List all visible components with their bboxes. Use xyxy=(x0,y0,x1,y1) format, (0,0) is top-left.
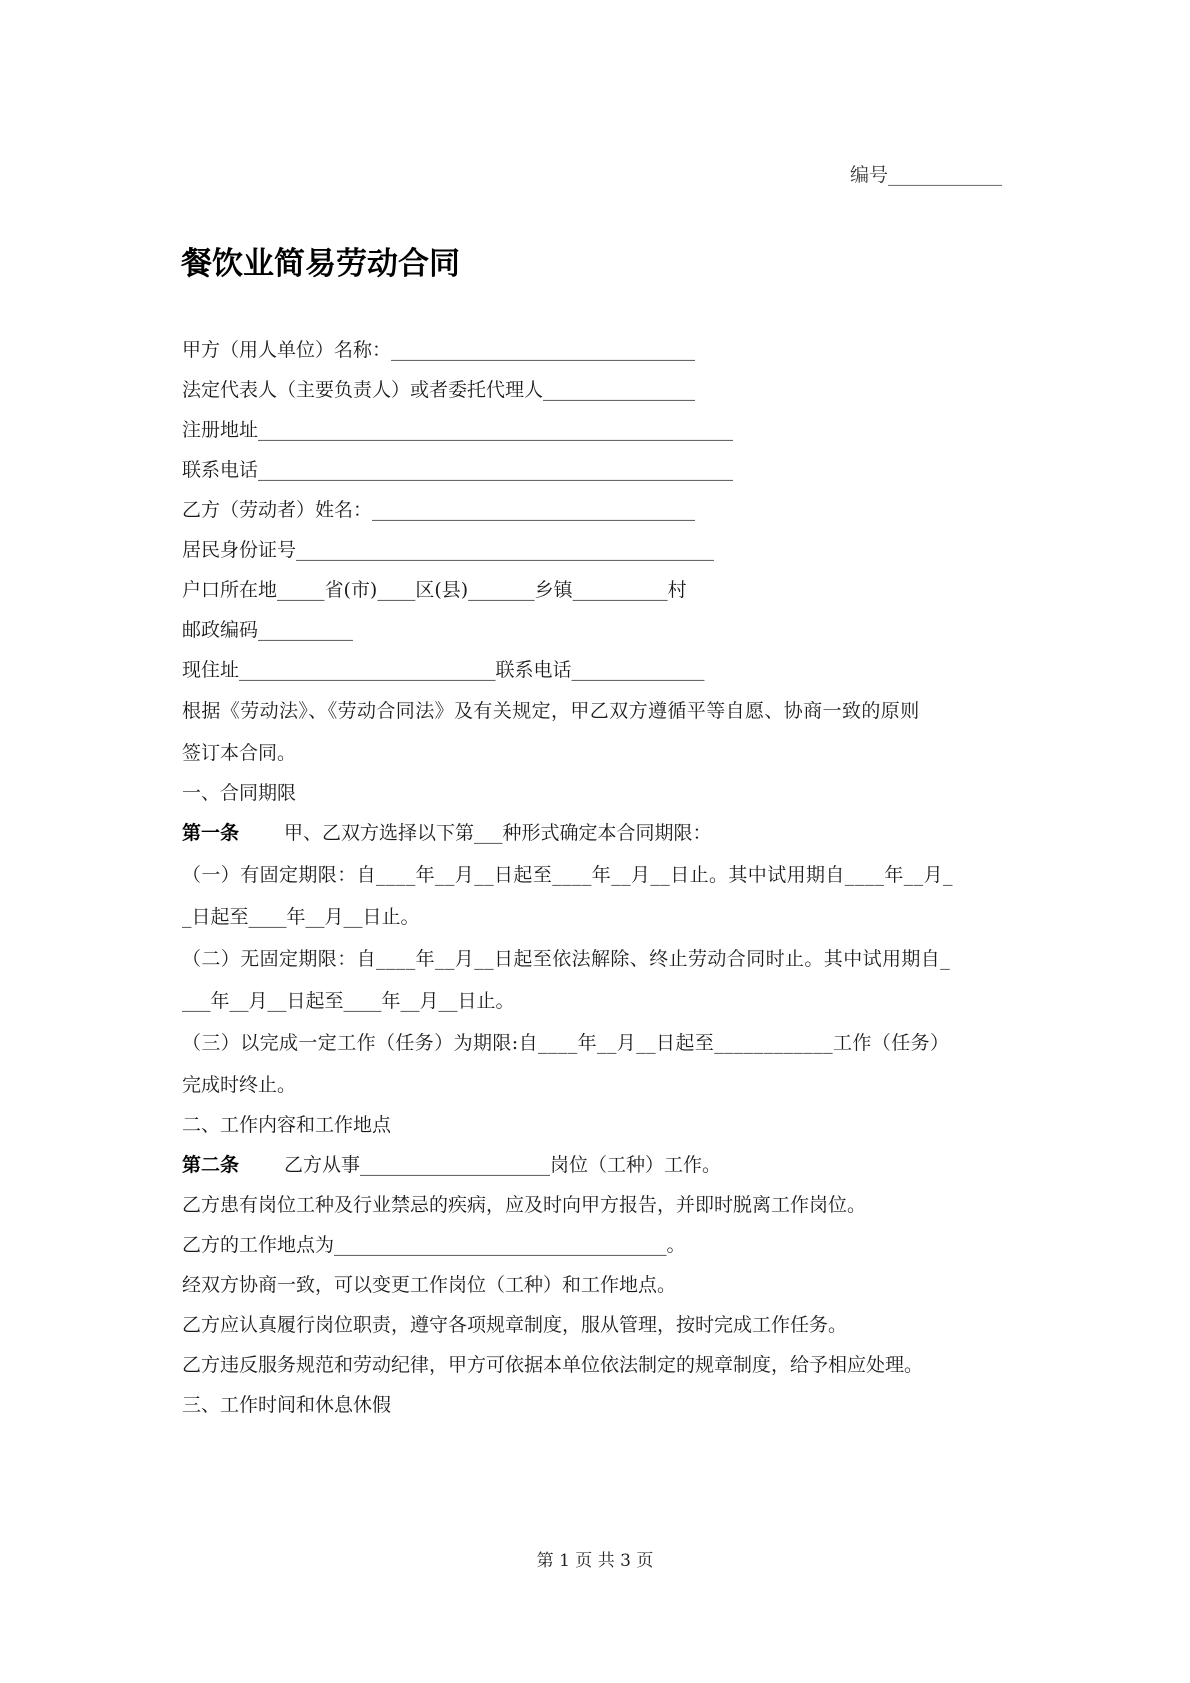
article-2-text: 乙方从事____________________岗位（工种）工作。 xyxy=(284,1154,722,1176)
section-heading-term: 一、合同期限 xyxy=(182,782,297,804)
open-term-line-1: （二）无固定期限：自____年__月__日起至依法解除、终止劳动合同时止。其中试用期自_ xyxy=(182,948,951,970)
task-term-line-2: 完成时终止。 xyxy=(182,1074,297,1096)
article-2-line xyxy=(182,1153,721,1177)
preamble-line-1: 根据《劳动法》、《劳动合同法》及有关规定，甲乙双方遵循平等自愿、协商一致的原则 xyxy=(182,700,920,722)
change-position-line: 经双方协商一致，可以变更工作岗位（工种）和工作地点。 xyxy=(182,1274,677,1296)
fixed-term-line-1: （一）有固定期限：自____年__月__日起至____年__月__日止。其中试用期自____年__月_ xyxy=(182,864,953,886)
work-location-line: 乙方的工作地点为___________________________________。 xyxy=(182,1234,686,1256)
article-2-label: 第二条 xyxy=(182,1154,240,1176)
preamble-line-2: 签订本合同。 xyxy=(182,742,297,764)
article-1-line xyxy=(182,821,712,845)
fixed-term-line-2: _日起至____年__月__日止。 xyxy=(182,906,420,928)
page-footer: 第 1 页 共 3 页 xyxy=(536,1551,654,1571)
postal-code-line: 邮政编码__________ xyxy=(182,619,354,641)
section-heading-hours: 三、工作时间和休息休假 xyxy=(182,1394,392,1416)
task-term-line-1: （三）以完成一定工作（任务）为期限:自____年__月__日起至____________工作（任务） xyxy=(182,1032,950,1054)
contract-title: 餐饮业简易劳动合同 xyxy=(181,246,460,282)
party-b-name-line: 乙方（劳动者）姓名：__________________________________ xyxy=(182,499,696,521)
duties-line: 乙方应认真履行岗位职责，遵守各项规章制度，服从管理，按时完成工作任务。 xyxy=(182,1314,848,1336)
open-term-line-2: ___年__月__日起至____年__月__日止。 xyxy=(182,990,515,1012)
section-heading-work: 二、工作内容和工作地点 xyxy=(182,1114,392,1136)
legal-representative-line: 法定代表人（主要负责人）或者委托代理人________________ xyxy=(182,379,696,401)
article-1-label: 第一条 xyxy=(182,822,240,844)
registered-address-line: 注册地址__________________________________________________ xyxy=(182,419,734,441)
contract-number: 编号____________ xyxy=(850,164,1003,186)
discipline-line: 乙方违反服务规范和劳动纪律，甲方可依据本单位依法制定的规章制度，给予相应处理。 xyxy=(182,1354,924,1376)
id-number-line: 居民身份证号____________________________________________ xyxy=(182,539,715,561)
party-a-phone-line: 联系电话__________________________________________________ xyxy=(182,459,734,481)
article-1-text: 甲、乙双方选择以下第___种形式确定本合同期限： xyxy=(284,822,712,844)
party-a-name-line: 甲方（用人单位）名称：________________________________ xyxy=(182,339,696,361)
current-address-line: 现住址___________________________联系电话______________ xyxy=(182,659,705,681)
disease-report-line: 乙方患有岗位工种及行业禁忌的疾病，应及时向甲方报告，并即时脱离工作岗位。 xyxy=(182,1194,867,1216)
household-registration-line: 户口所在地_____省(市)____区(县)_______乡镇__________村 xyxy=(182,579,687,601)
